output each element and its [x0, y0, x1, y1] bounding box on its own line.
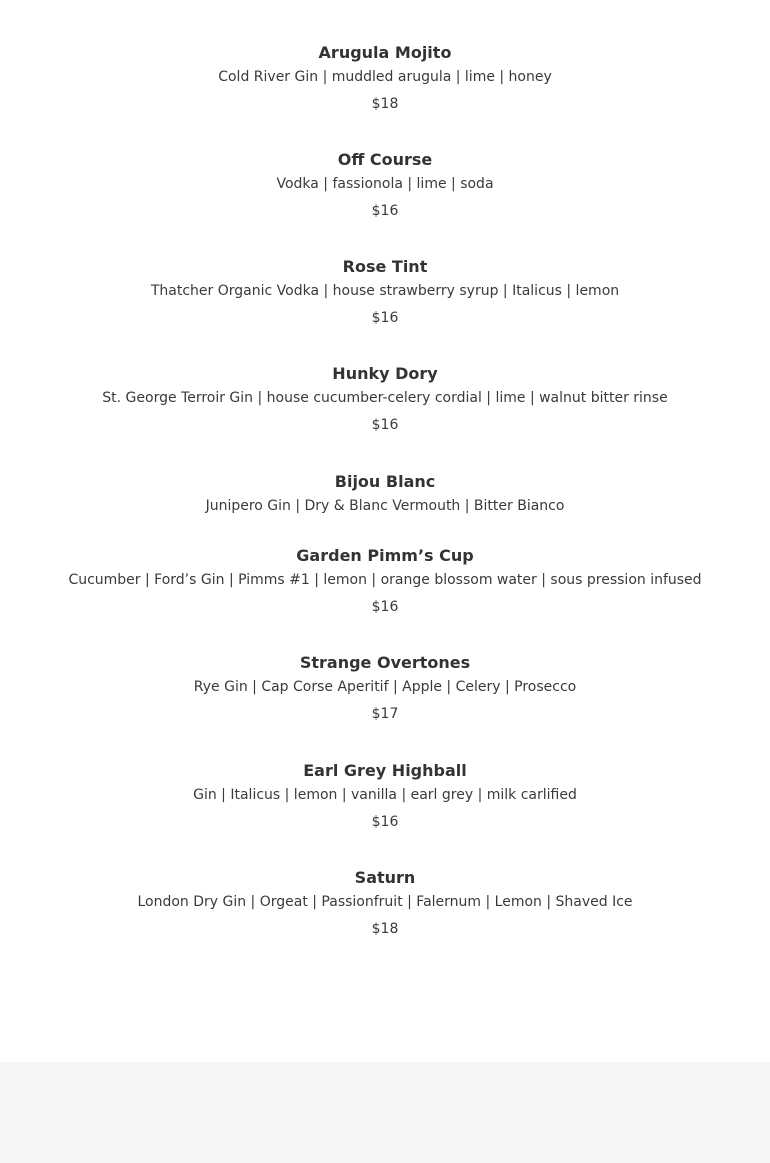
- menu-item-earl-grey-highball: [0, 761, 770, 831]
- menu-item-name: Arugula Mojito: [318, 43, 452, 62]
- menu-item-price: $16: [371, 310, 399, 326]
- menu-item-arugula-mojito: [0, 43, 770, 113]
- menu-item-price: $17: [371, 706, 399, 722]
- menu-item-price: $16: [371, 814, 399, 830]
- menu-item-hunky-dory: [0, 364, 770, 434]
- menu-item-description: St. George Terroir Gin | house cucumber-celery cordial | lime | walnut bitter rinse: [102, 390, 668, 406]
- menu-item-strange-overtones: [0, 653, 770, 723]
- menu-item-price: $18: [371, 921, 399, 937]
- menu-item-name: Off Course: [337, 150, 433, 169]
- menu-item-garden-pimms-cup: [0, 546, 770, 616]
- menu-item-description: Gin | Italicus | lemon | vanilla | earl grey | milk carlified: [193, 787, 577, 803]
- menu-item-description: London Dry Gin | Orgeat | Passionfruit | Falernum | Lemon | Shaved Ice: [137, 894, 633, 910]
- menu-item-name: Garden Pimm’s Cup: [296, 546, 474, 565]
- menu-item-name: Hunky Dory: [332, 364, 438, 383]
- menu-item-price: $16: [371, 203, 399, 219]
- menu-item-saturn: [0, 868, 770, 938]
- menu-item-description: Cold River Gin | muddled arugula | lime | honey: [218, 69, 552, 85]
- menu-item-off-course: [0, 150, 770, 220]
- menu-item-description: Junipero Gin | Dry & Blanc Vermouth | Bitter Bianco: [205, 498, 565, 514]
- page-footer: [0, 1062, 770, 1163]
- menu-item-description: Cucumber | Ford’s Gin | Pimms #1 | lemon | orange blossom water | sous pression infused: [68, 572, 702, 588]
- menu-item-description: Vodka | fassionola | lime | soda: [276, 176, 494, 192]
- menu-item-description: Thatcher Organic Vodka | house strawberry syrup | Italicus | lemon: [150, 283, 620, 299]
- menu-item-name: Rose Tint: [342, 257, 428, 276]
- menu-item-rose-tint: [0, 257, 770, 327]
- menu-item-price: $18: [371, 96, 399, 112]
- menu-item-price: $16: [371, 417, 399, 433]
- menu-item-description: Rye Gin | Cap Corse Aperitif | Apple | Celery | Prosecco: [193, 679, 577, 695]
- menu-item-price: $16: [371, 599, 399, 615]
- menu-item-name: Saturn: [354, 868, 416, 887]
- menu-item-bijou-blanc: [0, 472, 770, 515]
- menu-item-name: Strange Overtones: [299, 653, 471, 672]
- menu-item-name: Earl Grey Highball: [303, 761, 467, 780]
- menu-item-name: Bijou Blanc: [334, 472, 436, 491]
